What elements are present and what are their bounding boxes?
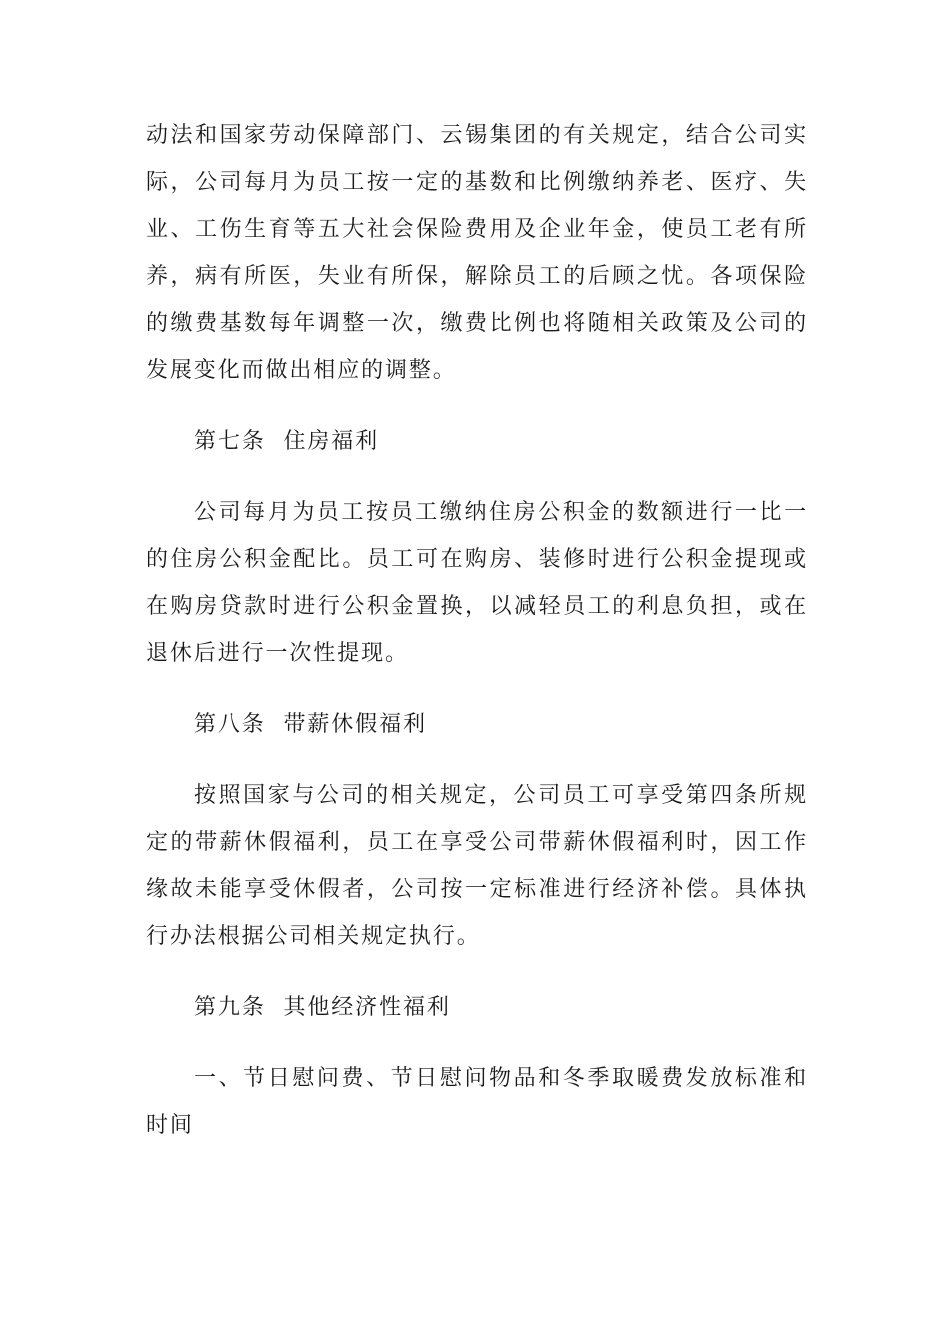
paragraph-gap bbox=[146, 960, 808, 984]
paragraph-gap bbox=[146, 748, 808, 772]
paragraph-housing-fund: 公司每月为员工按员工缴纳住房公积金的数额进行一比一的住房公积金配比。员工可在购房、装修时进行公积金提现或在购房贷款时进行公积金置换，以减轻员工的利息负担，或在退休后进行一次性提现。 bbox=[146, 500, 808, 666]
paragraph-gap bbox=[146, 465, 808, 489]
paragraph-gap bbox=[146, 394, 808, 418]
heading-article-7: 第七条 住房福利 bbox=[194, 429, 380, 454]
paragraph-holiday-allowance: 一、节日慰问费、节日慰问物品和冬季取暖费发放标准和时间 bbox=[146, 1066, 808, 1138]
paragraph-paid-leave: 按照国家与公司的相关规定，公司员工可享受第四条所规定的带薪休假福利，员工在享受公司带薪休假福利时，因工作缘故未能享受休假者，公司按一定标准进行经济补偿。具体执行办法根据公司相关规定执行。 bbox=[146, 783, 808, 949]
paragraph-gap bbox=[146, 677, 808, 701]
paragraph-gap bbox=[146, 1031, 808, 1055]
paragraph-social-insurance: 动法和国家劳动保障部门、云锡集团的有关规定，结合公司实际，公司每月为员工按一定的基数和比例缴纳养老、医疗、失业、工伤生育等五大社会保险费用及企业年金，使员工老有所养，病有所医，失业有所保，解除员工的后顾之忧。各项保险的缴费基数每年调整一次，缴费比例也将随相关政策及公司的发展变化而做出相应的调整。 bbox=[146, 123, 808, 383]
heading-article-9: 第九条 其他经济性福利 bbox=[194, 995, 451, 1020]
heading-article-8: 第八条 带薪休假福利 bbox=[194, 712, 427, 737]
document-body bbox=[146, 112, 808, 1149]
